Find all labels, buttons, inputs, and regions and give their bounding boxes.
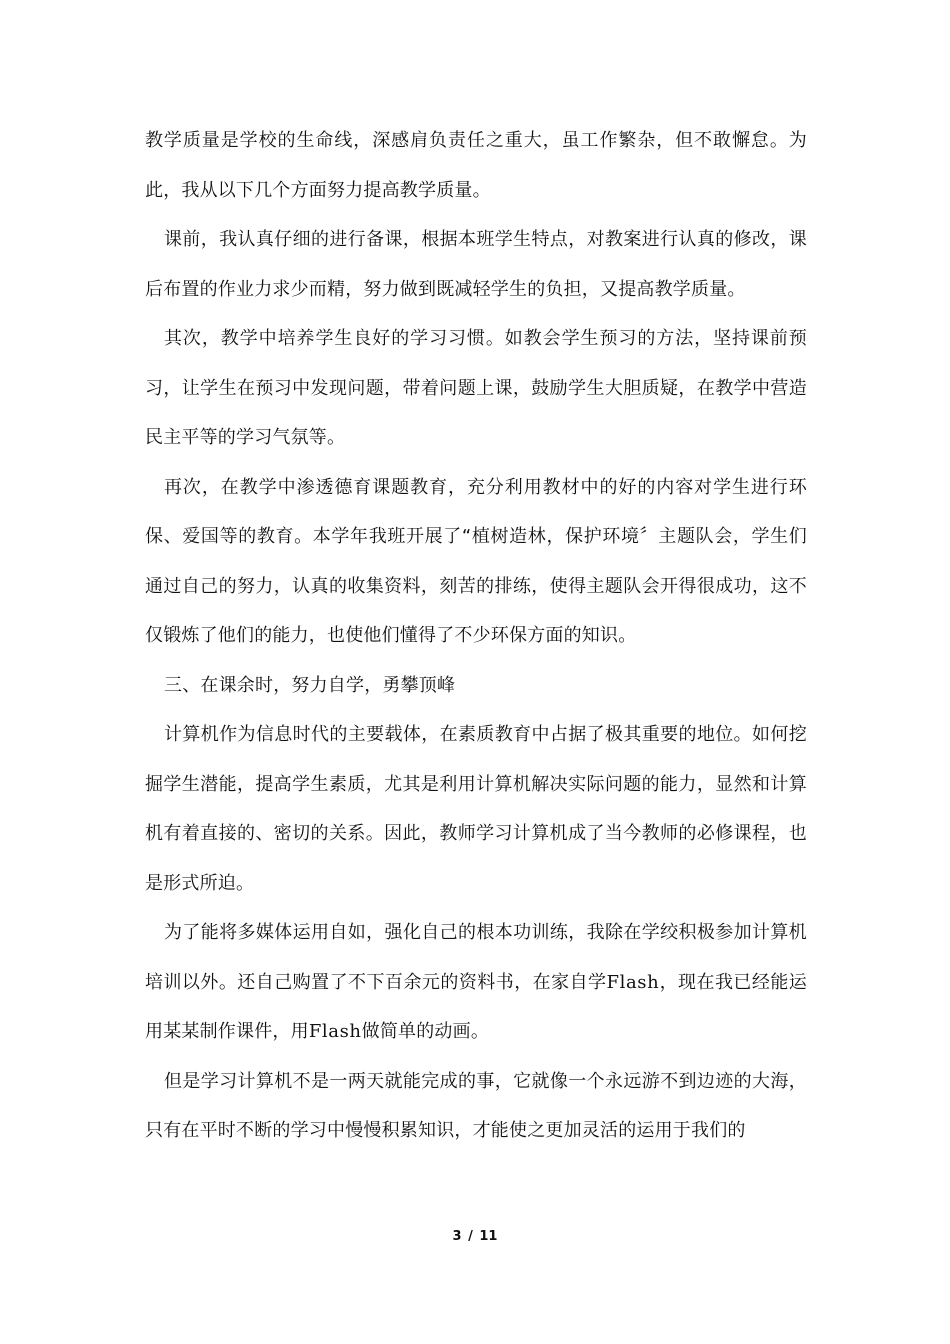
paragraph: 其次，教学中培养学生良好的学习习惯。如教会学生预习的方法，坚持课前预习，让学生在预习中发现问题，带着问题上课，鼓励学生大胆质疑，在教学中营造民主平等的学习气氛等。 bbox=[145, 328, 807, 448]
paragraph-text: 做简单的动画。 bbox=[361, 1021, 490, 1042]
paragraph-text: 为了能将多媒体运用自如，强化自己的根本功训练，我除在学绞积极参加计算机培训以外。还自己购置了不下百余元的资料书，在家自学 bbox=[145, 922, 807, 993]
paragraph: 教学质量是学校的生命线，深感肩负责任之重大，虽工作繁杂，但不敢懈怠。为此，我从以下几个方面努力提高教学质量。 bbox=[145, 130, 807, 201]
paragraph: 但是学习计算机不是一两天就能完成的事，它就像一个永远游不到边迹的大海，只有在平时不断的学习中慢慢积累知识，才能使之更加灵活的运用于我们的 bbox=[145, 1070, 807, 1141]
paragraph: 计算机作为信息时代的主要载体，在素质教育中占据了极其重要的地位。如何挖掘学生潜能，提高学生素质，尤其是利用计算机解决实际问题的能力，显然和计算机有着直接的、密切的关系。因此，教师学习计算机成了当今教师的必修课程，也是形式所迫。 bbox=[145, 724, 807, 894]
page-number: 3 / 11 bbox=[452, 1229, 498, 1244]
paragraph: 课前，我认真仔细的进行备课，根据本班学生特点，对教案进行认真的修改，课后布置的作业力求少而精，努力做到既减轻学生的负担，又提高教学质量。 bbox=[145, 229, 807, 300]
paragraph: 再次，在教学中渗透德育课题教育，充分利用教材中的好的内容对学生进行环保、爱国等的教育。本学年我班开展了“植树造林，保护环境〞主题队会，学生们通过自己的努力，认真的收集资料，刻苦的排练，使得主题队会开得很成功，这不仅锻炼了他们的能力，也使他们懂得了不少环保方面的知识。 bbox=[145, 476, 807, 646]
section-heading: 三、在课余时，努力自学，勇攀顶峰 bbox=[164, 674, 456, 696]
flash-term: Flash bbox=[606, 971, 660, 993]
paragraph-text: ，现在我已经能运用某某制作课件，用 bbox=[145, 971, 807, 1042]
flash-term: Flash bbox=[308, 1021, 362, 1042]
paragraph bbox=[145, 908, 807, 1057]
document-body bbox=[145, 116, 807, 1156]
